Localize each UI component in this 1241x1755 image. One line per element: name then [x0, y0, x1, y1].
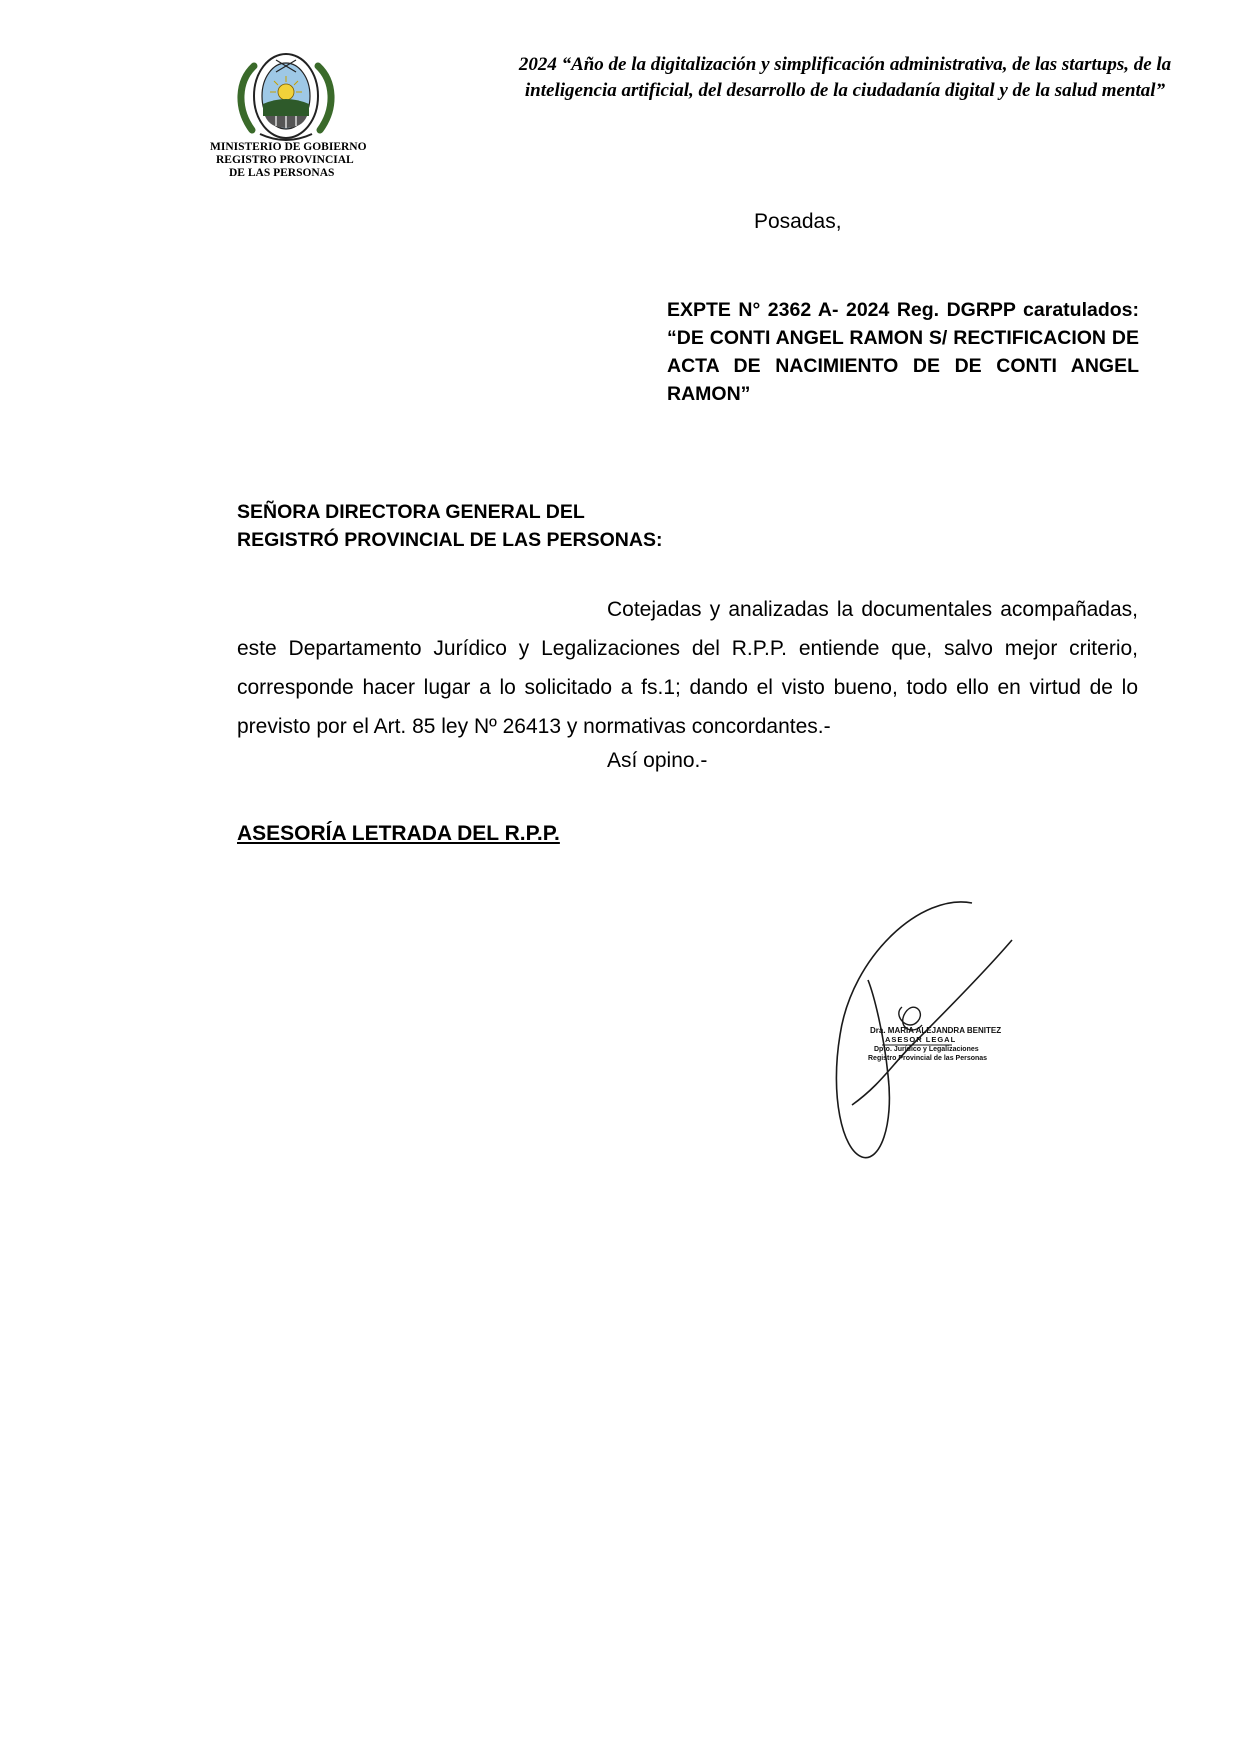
- opinion-body: Cotejadas y analizadas la documentales acompañadas, este Departamento Jurídico y Legalizaciones del R.P.P. entiende que, salvo mejor criterio, corresponde hacer lugar a lo solicitado a fs.1; dando el visto bueno, todo ello en virtud de lo previsto por el Art. 85 ley Nº 26413 y normativas concordantes.-: [237, 598, 1138, 738]
- year-motto: 2024 “Año de la digitalización y simplificación administrativa, de las startups, de la inteligencia artificial, del desarrollo de la ciudadanía digital y de la salud mental”: [518, 54, 1172, 101]
- recipient-block: [237, 498, 662, 554]
- closing-phrase: Así opino.-: [607, 749, 708, 772]
- svg-text:Registro Provincial de las Per: Registro Provincial de las Personas: [868, 1055, 988, 1062]
- recipient-line: REGISTRÓ PROVINCIAL DE LAS PERSONAS:: [237, 529, 663, 551]
- handwritten-signature-stamp: [822, 895, 1022, 1170]
- place-date: Posadas,: [754, 210, 842, 233]
- ministry-line: DE LAS PERSONAS: [229, 167, 335, 179]
- svg-text:Dpto. Jurídico y Legalizacione: Dpto. Jurídico y Legalizaciones: [874, 1046, 979, 1053]
- recipient-line: SEÑORA DIRECTORA GENERAL DEL: [237, 501, 585, 523]
- office-signature-title: ASESORÍA LETRADA DEL R.P.P.: [237, 822, 560, 845]
- svg-text:ASESOR LEGAL: ASESOR LEGAL: [885, 1035, 957, 1044]
- provincial-seal-logo: [232, 46, 340, 148]
- svg-text:Dra. MARIA ALEJANDRA BENITEZ: Dra. MARIA ALEJANDRA BENITEZ: [870, 1026, 1002, 1035]
- ministry-line: MINISTERIO DE GOBIERNO: [210, 141, 367, 153]
- ministry-line: REGISTRO PROVINCIAL: [216, 154, 354, 166]
- ministry-header: [210, 141, 367, 180]
- file-reference: EXPTE N° 2362 A- 2024 Reg. DGRPP caratulados: “DE CONTI ANGEL RAMON S/ RECTIFICACION DE ACTA DE NACIMIENTO DE DE CONTI ANGEL RAMON”: [667, 299, 1139, 405]
